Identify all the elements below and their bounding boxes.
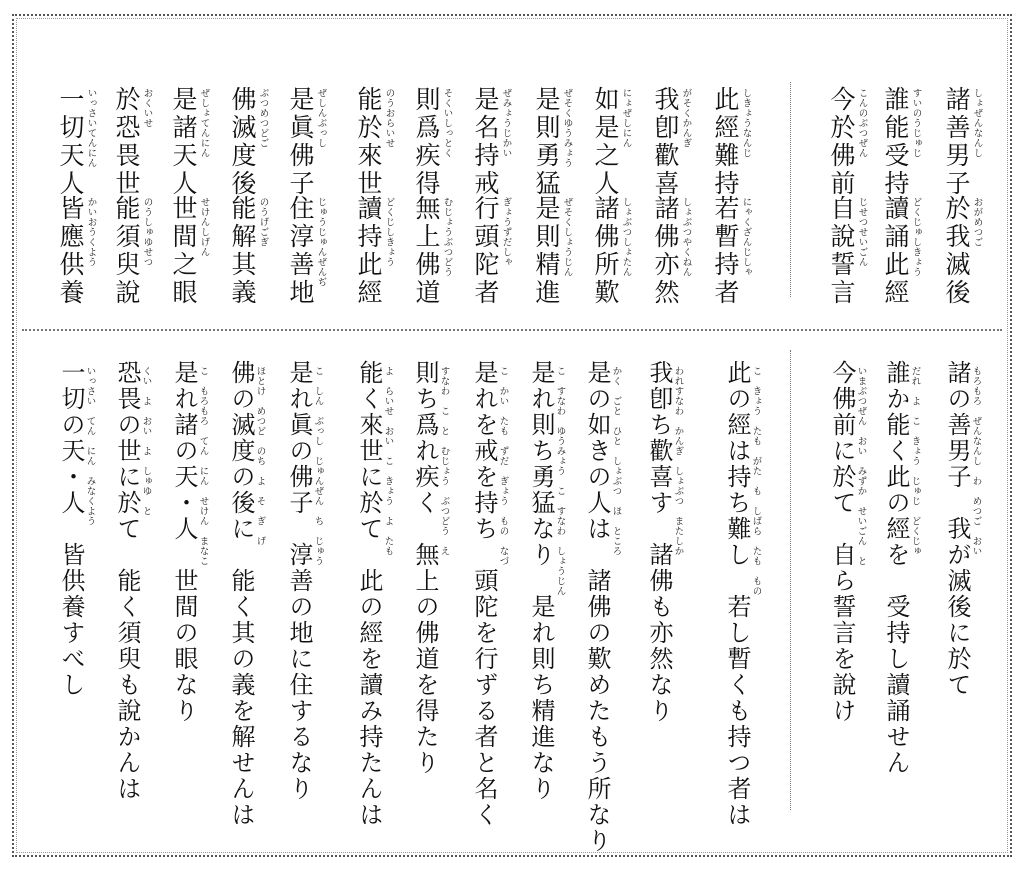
- kanbun-line-bottom: 行頭陀者: [471, 195, 500, 307]
- kana-line: 我卽ち歡喜す 諸佛も亦然なり: [645, 360, 673, 724]
- kanbun-ruby-bottom: しょぶつやくねん: [680, 197, 692, 277]
- kanbun-ruby-bottom: どくじしきょう: [383, 197, 395, 267]
- kana-line: 是れ諸の天・人 世間の眼なり: [170, 360, 198, 724]
- kana-ruby: もろもろ ぜんなんし わ めつご おい: [970, 366, 982, 556]
- kana-ruby: すなわ こ と むじょう ぶつどう え: [438, 366, 450, 556]
- kana-line: 佛の滅度の後に 能く其の義を解せんは: [227, 360, 255, 828]
- kana-line: 今佛前に於て 自ら誓言を說け: [828, 360, 856, 724]
- kana-ruby: こ かい たも ずだ ぎょう もの なづ: [497, 366, 509, 566]
- kana-line: 是れ則ち勇猛なり 是れ則ち精進なり: [527, 360, 555, 802]
- kanbun-ruby-top: おくいせ: [141, 88, 153, 128]
- kanbun-ruby-top: ぜしょてんにん: [198, 88, 210, 158]
- kana-line: 一切の天・人 皆供養すべし: [57, 360, 85, 698]
- kanbun-line-bottom: 若暫持者: [711, 195, 740, 307]
- kanbun-ruby-bottom: むじょうぶつどう: [441, 197, 453, 277]
- kanbun-line-bottom: 讀持此經: [354, 195, 383, 307]
- kana-line: 能く來世に於て 此の經を讀み持たんは: [355, 360, 383, 828]
- kanbun-ruby-top: ぜしんぶっし: [315, 88, 327, 148]
- kanbun-line-bottom: 讀誦此經: [881, 195, 910, 307]
- kanbun-ruby-top: ぶつめつどご: [257, 88, 269, 148]
- kanbun-ruby-top: しょぜんなんし: [971, 88, 983, 158]
- kana-ruby: こ きょう たも がた も しばら たも もの: [750, 366, 762, 596]
- kana-line: 恐畏の世に於て 能く須臾も說かんは: [113, 360, 141, 802]
- kanbun-line-top: 佛滅度後: [228, 86, 257, 198]
- kanbun-ruby-bottom: おがめつご: [971, 197, 983, 247]
- kanbun-ruby-bottom: ぜそくしょうじん: [561, 197, 573, 277]
- kana-ruby: よ らいせ おい こ きょう よ たも: [382, 366, 394, 556]
- kanbun-ruby-bottom: しょぶつしょたん: [620, 197, 632, 277]
- kanbun-line-top: 於恐畏世: [112, 86, 141, 198]
- kanbun-line-top: 是諸天人: [169, 86, 198, 198]
- kanbun-line-top: 是眞佛子: [286, 86, 315, 198]
- stanza-divider-bottom: [790, 350, 791, 810]
- kanbun-line-top: 我卽歡喜: [651, 86, 680, 198]
- kanbun-ruby-top: そくいしっとく: [441, 88, 453, 158]
- kanbun-line-bottom: 能須臾說: [112, 195, 141, 307]
- kanbun-line-bottom: 是則精進: [532, 195, 561, 307]
- kanbun-line-bottom: 諸佛所歎: [591, 195, 620, 307]
- kanbun-ruby-bottom: かいおうくよう: [85, 197, 97, 267]
- kana-ruby: だれ よ こ きょう じゅじ どくじゅ: [909, 366, 921, 556]
- kanbun-line-top: 今於佛前: [827, 86, 856, 198]
- kanbun-ruby-bottom: じゅうじゅんぜんぢ: [315, 197, 327, 287]
- kanbun-line-bottom: 無上佛道: [412, 195, 441, 307]
- kanbun-line-bottom: 能解其義: [228, 195, 257, 307]
- kanbun-ruby-bottom: ぎょうずだしゃ: [500, 197, 512, 267]
- kanbun-line-top: 則爲疾得: [412, 86, 441, 198]
- kana-ruby: かく ごと ひと しょぶつ ほ ところ: [610, 366, 622, 556]
- kana-ruby: ほとけ めつど のち よ そ ぎ げ: [254, 366, 266, 546]
- kanbun-line-top: 此經難持: [711, 86, 740, 198]
- kanbun-ruby-bottom: せけんしげん: [198, 197, 210, 257]
- kanbun-ruby-top: にょぜしにん: [620, 88, 632, 148]
- kanbun-line-bottom: 世間之眼: [169, 195, 198, 307]
- kanbun-line-top: 諸善男子: [942, 86, 971, 198]
- kanbun-line-top: 能於來世: [354, 86, 383, 198]
- kanbun-line-bottom: 自說誓言: [827, 195, 856, 307]
- section-divider: [22, 329, 1002, 331]
- kanbun-ruby-top: すいのうじゅじ: [910, 88, 922, 158]
- kanbun-ruby-top: いっさいてんにん: [85, 88, 97, 168]
- kana-ruby: くい よ おい よ しゅゆ と: [140, 366, 152, 516]
- kanbun-ruby-top: ぜみょうじかい: [500, 88, 512, 158]
- kanbun-ruby-top: しきょうなんじ: [740, 88, 752, 158]
- kanbun-ruby-bottom: じせつせいごん: [856, 197, 868, 267]
- kana-line: 誰か能く此の經を 受持し讀誦せん: [882, 360, 910, 776]
- kanbun-line-top: 如是之人: [591, 86, 620, 198]
- kana-ruby: われすなわ かんぎ しょぶつ またしか: [672, 366, 684, 556]
- kanbun-line-top: 是名持戒: [471, 86, 500, 198]
- kanbun-ruby-bottom: にゃくざんじしゃ: [740, 197, 752, 277]
- kanbun-line-bottom: 住淳善地: [286, 195, 315, 307]
- kanbun-line-top: 是則勇猛: [532, 86, 561, 198]
- kana-line: 則ち爲れ疾く 無上の佛道を得たり: [411, 360, 439, 776]
- kanbun-ruby-top: のうおらいせ: [383, 88, 395, 148]
- kana-ruby: こ しん ぶっし じゅんぜん ち じゅう: [312, 366, 324, 566]
- kana-ruby: いっさい てん にん みなくよう: [84, 366, 96, 526]
- kana-line: 諸の善男子 我が滅後に於て: [943, 360, 971, 698]
- kana-line: 是れを戒を持ち 頭陀を行ずる者と名く: [470, 360, 498, 828]
- kanbun-ruby-top: がそくかんぎ: [680, 88, 692, 148]
- kana-ruby: いまぶつぜん おい みずか せいごん と: [855, 366, 867, 566]
- kanbun-ruby-bottom: のうげごぎ: [257, 197, 269, 247]
- kanbun-ruby-bottom: どくじゅしきょう: [910, 197, 922, 277]
- kanbun-line-bottom: 於我滅後: [942, 195, 971, 307]
- stanza-divider-top: [790, 82, 791, 297]
- kanbun-line-bottom: 皆應供養: [56, 195, 85, 307]
- kanbun-ruby-top: こんのぶつぜん: [856, 88, 868, 158]
- kana-ruby: こ もろもろ てん にん せけん まなこ: [197, 366, 209, 566]
- kanbun-ruby-bottom: のうしゅゆせつ: [141, 197, 153, 267]
- kana-line: 是れ眞の佛子 淳善の地に住するなり: [285, 360, 313, 802]
- kana-line: 是の如きの人は 諸佛の歎めたもう所なり: [583, 360, 611, 854]
- kanbun-line-bottom: 諸佛亦然: [651, 195, 680, 307]
- kanbun-ruby-top: ぜそくゆうみょう: [561, 88, 573, 168]
- kanbun-line-top: 誰能受持: [881, 86, 910, 198]
- kana-ruby: こ すなわ ゆうみょう こ すなわ しょうじん: [554, 366, 566, 596]
- kana-line: 此の經は持ち難し 若し暫くも持つ者は: [723, 360, 751, 828]
- kanbun-line-top: 一切天人: [56, 86, 85, 198]
